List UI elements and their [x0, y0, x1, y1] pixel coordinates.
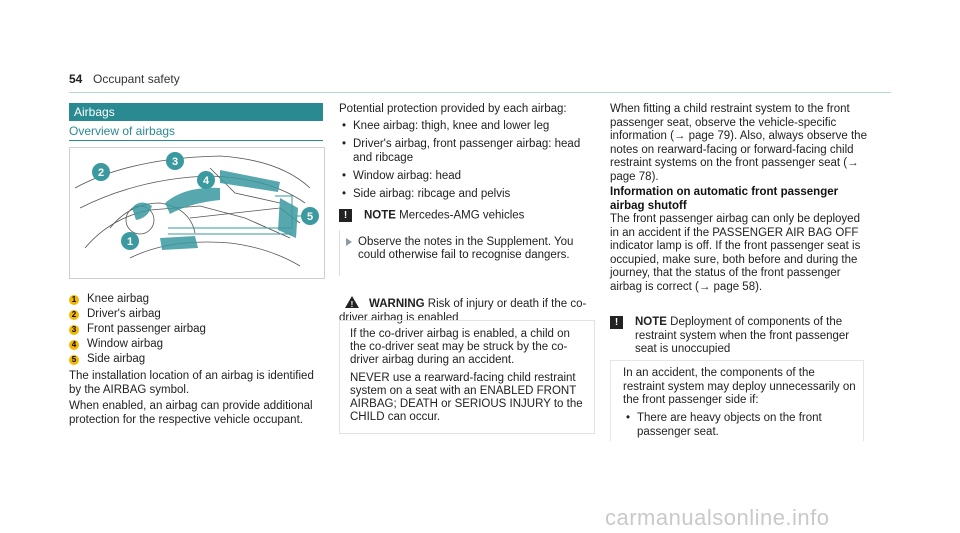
- legend-item: [69, 307, 323, 322]
- warning-body: [350, 328, 586, 429]
- legend-label: Window airbag: [87, 338, 164, 350]
- paragraph: When fitting a child restraint system to the front passenger seat, observe the vehicle-specific information (→ page 79). Also, always observe the notes on rearward-facing or forward-facing child restraint systems on the front passenger seat (→ page 78).: [610, 103, 867, 183]
- svg-text:4: 4: [202, 175, 210, 187]
- note-heading: [339, 209, 594, 229]
- play-arrow-icon: [346, 238, 352, 246]
- callout-badge: 5: [69, 355, 79, 365]
- header-divider: [69, 92, 891, 93]
- legend-label: Driver's airbag: [87, 308, 161, 320]
- paragraph: In an accident, the components of the restraint system may deploy unnecessarily on the front passenger side if:: [623, 367, 856, 406]
- legend-label: Side airbag: [87, 353, 146, 365]
- note-body: [623, 367, 859, 443]
- shutoff-subheading: Information on automatic front passenger airbag shutoff: [610, 186, 839, 212]
- paragraph: NEVER use a rearward-facing child restraint system on a seat with an ENABLED FRONT AIRBAG; DEATH or SERIOUS INJURY to the CHILD can occur.: [350, 372, 583, 423]
- callout-badge: 3: [69, 325, 79, 335]
- warning-label: WARNING: [369, 298, 425, 310]
- legend-label: Knee airbag: [87, 293, 150, 305]
- callout-badge: 2: [69, 310, 79, 320]
- list-item: • Driver's airbag, front passenger airbag: head and ribcage: [339, 137, 594, 165]
- exclamation-icon: !: [610, 316, 623, 329]
- protection-list-block: [339, 103, 594, 205]
- note-box: [339, 230, 594, 276]
- note-text: Observe the notes in the Supplement. You could otherwise fail to recognise dangers.: [358, 236, 574, 261]
- subsection-title: Overview of airbags: [69, 124, 176, 138]
- conditions-list: [623, 411, 859, 439]
- list-item: • Side airbag: ribcage and pelvis: [339, 187, 594, 201]
- car-interior-drawing: [70, 148, 324, 278]
- callout-badge: 1: [69, 295, 79, 305]
- legend-item: [69, 322, 323, 337]
- paragraph: Potential protection provided by each airbag:: [339, 103, 567, 115]
- paragraph: The installation location of an airbag is identified by the AIRBAG symbol.: [69, 370, 314, 396]
- section-title: Airbags: [74, 105, 115, 119]
- note-body: [358, 236, 586, 262]
- warning-triangle-icon: [345, 296, 359, 308]
- watermark-text: carmanualsonline.info: [605, 505, 830, 530]
- note-label: NOTE: [635, 316, 667, 328]
- svg-text:2: 2: [97, 167, 105, 179]
- note-title: Mercedes-AMG vehicles: [399, 209, 525, 222]
- legend-item: [69, 352, 323, 367]
- warning-title: Risk of injury or death if the co-driver airbag is enabled: [339, 298, 587, 324]
- paragraph: When enabled, an airbag can provide additional protection for the respective vehicle occupant.: [69, 400, 313, 426]
- svg-text:1: 1: [126, 236, 134, 248]
- note-title: Deployment of components of the restraint system when the front passenger seat is unoccupied: [635, 316, 850, 355]
- warning-box: [339, 320, 595, 434]
- protection-list: [339, 119, 594, 201]
- legend-item: [69, 292, 323, 307]
- exclamation-icon: !: [339, 209, 352, 222]
- svg-text:!: !: [350, 300, 354, 308]
- note-label: NOTE: [364, 209, 396, 222]
- paragraph: If the co-driver airbag is enabled, a child on the co-driver seat may be struck by the co-driver airbag during an accident.: [350, 328, 570, 366]
- airbag-legend: [69, 292, 323, 367]
- list-item: • There are heavy objects on the front passenger seat.: [623, 411, 859, 439]
- note-box-2: [610, 360, 864, 441]
- list-item: • Knee airbag: thigh, knee and lower leg: [339, 119, 594, 133]
- note-heading-2: [610, 316, 870, 357]
- legend-label: Front passenger airbag: [87, 323, 206, 335]
- svg-text:5: 5: [306, 211, 314, 223]
- paragraph: The front passenger airbag can only be deployed in an accident if the PASSENGER AIR BAG OFF indicator lamp is off. If the front passenger seat is occupied, make sure, both before and during the journey, that the status of the front passenger airbag is correct (→ page 58).: [610, 213, 861, 293]
- section-band: [69, 103, 323, 121]
- legend-item: [69, 337, 323, 352]
- running-header: Occupant safety: [93, 72, 180, 86]
- callout-badge: 4: [69, 340, 79, 350]
- subsection-divider: [69, 140, 323, 141]
- child-restraint-block: [610, 103, 870, 294]
- list-item: • Window airbag: head: [339, 169, 594, 183]
- svg-text:3: 3: [171, 156, 179, 168]
- airbag-illustration: [69, 147, 325, 279]
- installation-text: [69, 370, 327, 430]
- page-number: 54: [69, 72, 83, 86]
